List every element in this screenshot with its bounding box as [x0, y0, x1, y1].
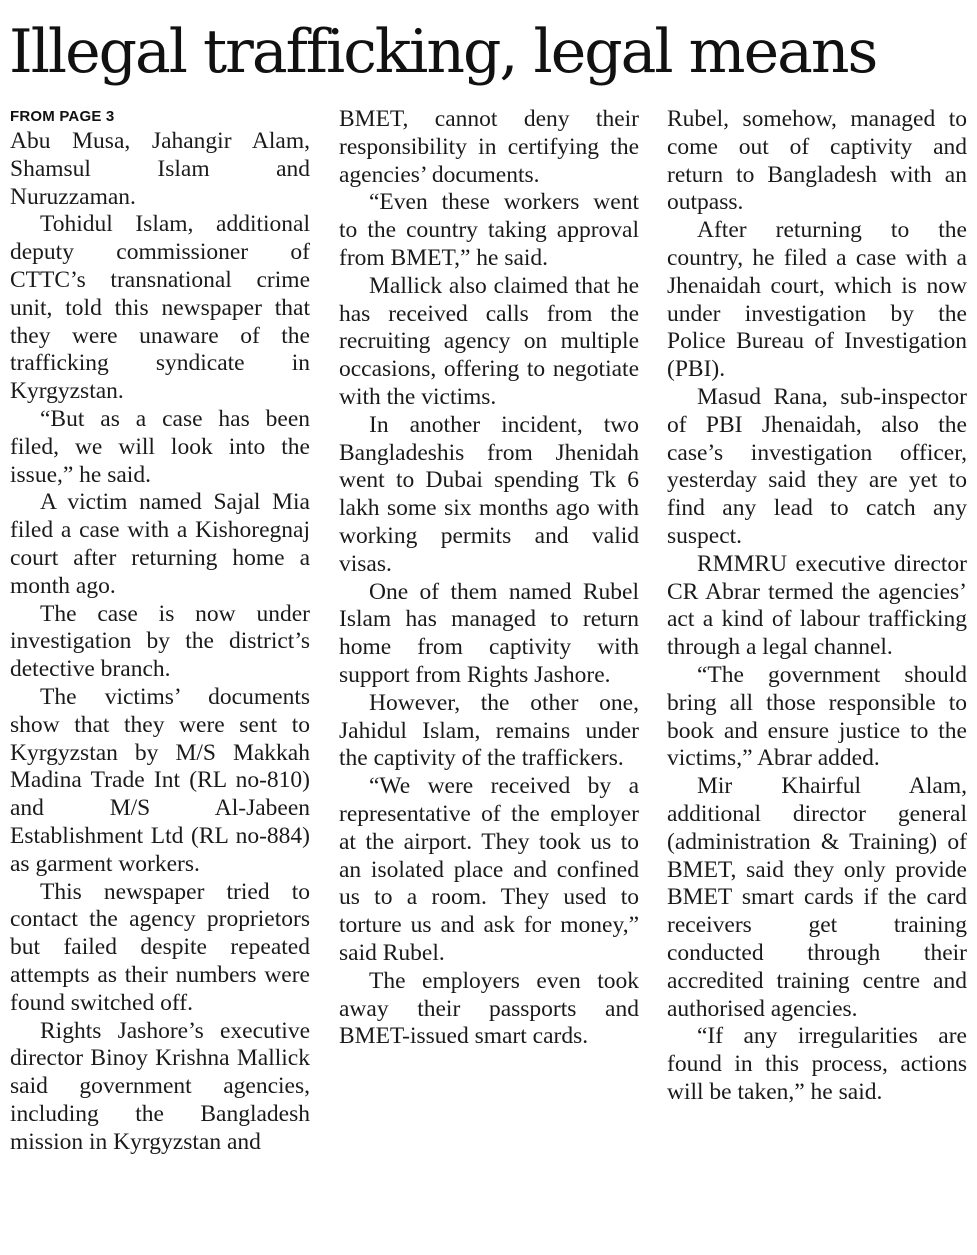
paragraph: Tohidul Islam, additional deputy commissioner of CTTC’s transnational crime unit, told this newspaper that they were unaware of the trafficking syndicate in Kyrgyzstan. — [10, 211, 310, 405]
paragraph: “We were received by a representative of the employer at the airport. They took us to an isolated place and confined us to a room. They used to torture us and ask for money,” said Rubel. — [339, 773, 639, 966]
headline: Illegal trafficking, legal means — [9, 17, 877, 87]
paragraph: RMMRU executive director CR Abrar termed the agencies’ act a kind of labour trafficking through a legal channel. — [667, 550, 967, 661]
paragraph: In another incident, two Bangladeshis from Jhenidah went to Dubai spending Tk 6 lakh some six months ago with working permits and valid visas. — [339, 411, 639, 577]
paragraph: “If any irregularities are found in this process, actions will be taken,” he said. — [667, 1023, 967, 1105]
paragraph: However, the other one, Jahidul Islam, remains under the captivity of the traffickers. — [339, 689, 639, 772]
jump-kicker: FROM PAGE 3 — [10, 108, 115, 125]
paragraph: “But as a case has been filed, we will look into the issue,” he said. — [10, 405, 310, 488]
paragraph: BMET, cannot deny their responsibility in certifying the agencies’ documents. — [339, 106, 639, 188]
paragraph: “Even these workers went to the country taking approval from BMET,” he said. — [339, 189, 639, 271]
paragraph: Abu Musa, Jahangir Alam, Shamsul Islam and Nuruzzaman. — [10, 128, 310, 210]
paragraph: After returning to the country, he filed a case with a Jhenaidah court, which is now under investigation by the Police Bureau of Investigation (PBI). — [667, 217, 967, 383]
paragraph: “The government should bring all those responsible to book and ensure justice to the victims,” Abrar added. — [667, 661, 967, 772]
article-column-1 — [10, 106, 310, 1156]
paragraph: Mir Khairful Alam, additional director general (administration & Training) of BMET, said they only provide BMET smart cards if the card receivers get training conducted through their accredited training centre and authorised agencies. — [667, 773, 967, 1022]
paragraph: A victim named Sajal Mia filed a case with a Kishoregnaj court after returning home a month ago. — [10, 489, 310, 599]
paragraph: One of them named Rubel Islam has managed to return home from captivity with support from Rights Jashore. — [339, 578, 639, 688]
paragraph: The victims’ documents show that they were sent to Kyrgyzstan by M/S Makkah Madina Trade Int (RL no-810) and M/S Al-Jabeen Establishment Ltd (RL no-884) as garment workers. — [10, 683, 310, 877]
article-column-3 — [667, 106, 967, 1107]
paragraph: Masud Rana, sub-inspector of PBI Jhenaidah, also the case’s investigation officer, yesterday said they are yet to find any lead to catch any suspect. — [667, 383, 967, 549]
article-column-2 — [339, 106, 639, 1051]
paragraph: The employers even took away their passports and BMET-issued smart cards. — [339, 967, 639, 1050]
paragraph: This newspaper tried to contact the agency proprietors but failed despite repeated attempts as their numbers were found switched off. — [10, 878, 310, 1016]
paragraph: The case is now under investigation by the district’s detective branch. — [10, 600, 310, 683]
paragraph: Rights Jashore’s executive director Binoy Krishna Mallick said government agencies, including the Bangladesh mission in Kyrgyzstan and — [10, 1017, 310, 1155]
paragraph: Rubel, somehow, managed to come out of captivity and return to Bangladesh with an outpass. — [667, 106, 967, 216]
paragraph: Mallick also claimed that he has received calls from the recruiting agency on multiple occasions, offering to negotiate with the victims. — [339, 272, 639, 410]
